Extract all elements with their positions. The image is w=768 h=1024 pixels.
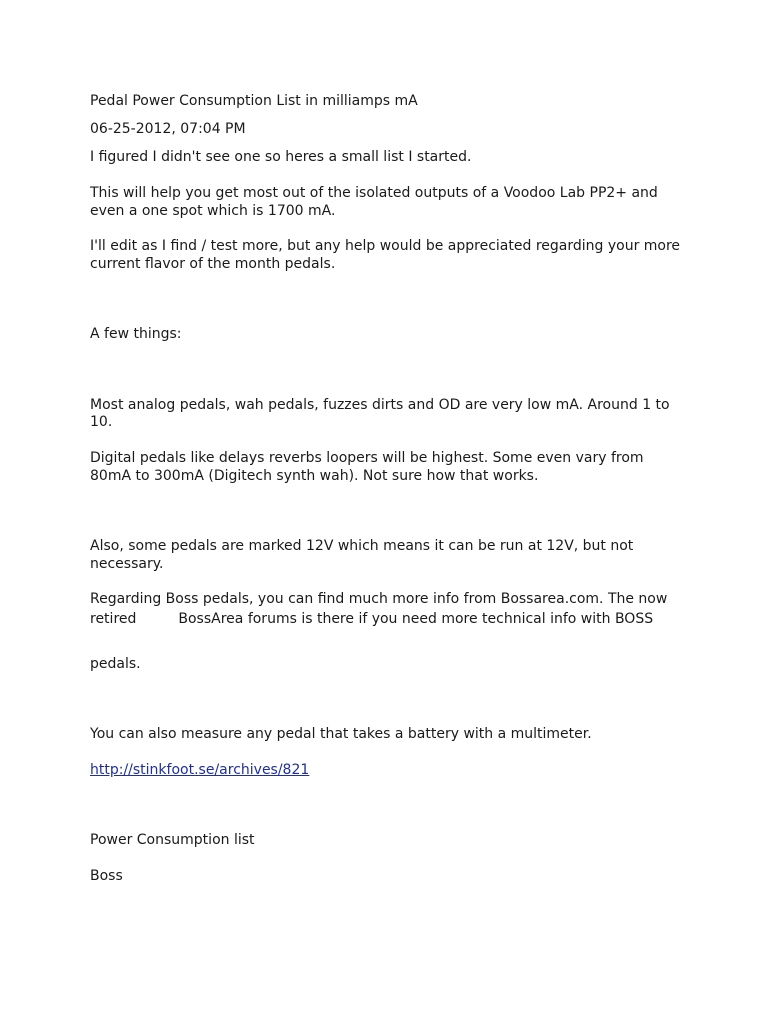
paragraph-12v-line2: necessary. bbox=[90, 556, 164, 572]
document-title: Pedal Power Consumption List in milliamps mA bbox=[90, 93, 418, 109]
post-date: 06-25-2012, 07:04 PM bbox=[90, 121, 246, 137]
paragraph-boss-line2 bbox=[90, 610, 690, 628]
paragraph-boss-line1: Regarding Boss pedals, you can find much more info from Bossarea.com. The now bbox=[90, 591, 668, 607]
paragraph-edit-line1: I'll edit as I find / test more, but any help would be appreciated regarding your more bbox=[90, 238, 681, 254]
paragraph-12v-line1: Also, some pedals are marked 12V which means it can be run at 12V, but not bbox=[90, 538, 634, 554]
paragraph-boss-forums: BossArea forums is there if you need more technical info with BOSS bbox=[178, 611, 654, 627]
paragraph-pp2-line2: even a one spot which is 1700 mA. bbox=[90, 203, 336, 219]
few-things-heading: A few things: bbox=[90, 326, 182, 342]
paragraph-multimeter: You can also measure any pedal that takes a battery with a multimeter. bbox=[90, 726, 592, 742]
brand-heading-boss: Boss bbox=[90, 868, 123, 884]
list-heading: Power Consumption list bbox=[90, 832, 255, 848]
paragraph-boss-retired: retired bbox=[90, 611, 137, 627]
paragraph-edit-line2: current flavor of the month pedals. bbox=[90, 256, 336, 272]
intro-text: I figured I didn't see one so heres a small list I started. bbox=[90, 149, 472, 165]
paragraph-digital-line2: 80mA to 300mA (Digitech synth wah). Not sure how that works. bbox=[90, 468, 539, 484]
paragraph-pp2-line1: This will help you get most out of the isolated outputs of a Voodoo Lab PP2+ and bbox=[90, 185, 658, 201]
stinkfoot-link[interactable]: http://stinkfoot.se/archives/821 bbox=[90, 762, 310, 778]
paragraph-analog-line1: Most analog pedals, wah pedals, fuzzes dirts and OD are very low mA. Around 1 to bbox=[90, 397, 670, 413]
paragraph-analog-line2: 10. bbox=[90, 414, 113, 430]
paragraph-boss-line3: pedals. bbox=[90, 656, 141, 672]
paragraph-digital-line1: Digital pedals like delays reverbs loopers will be highest. Some even vary from bbox=[90, 450, 644, 466]
